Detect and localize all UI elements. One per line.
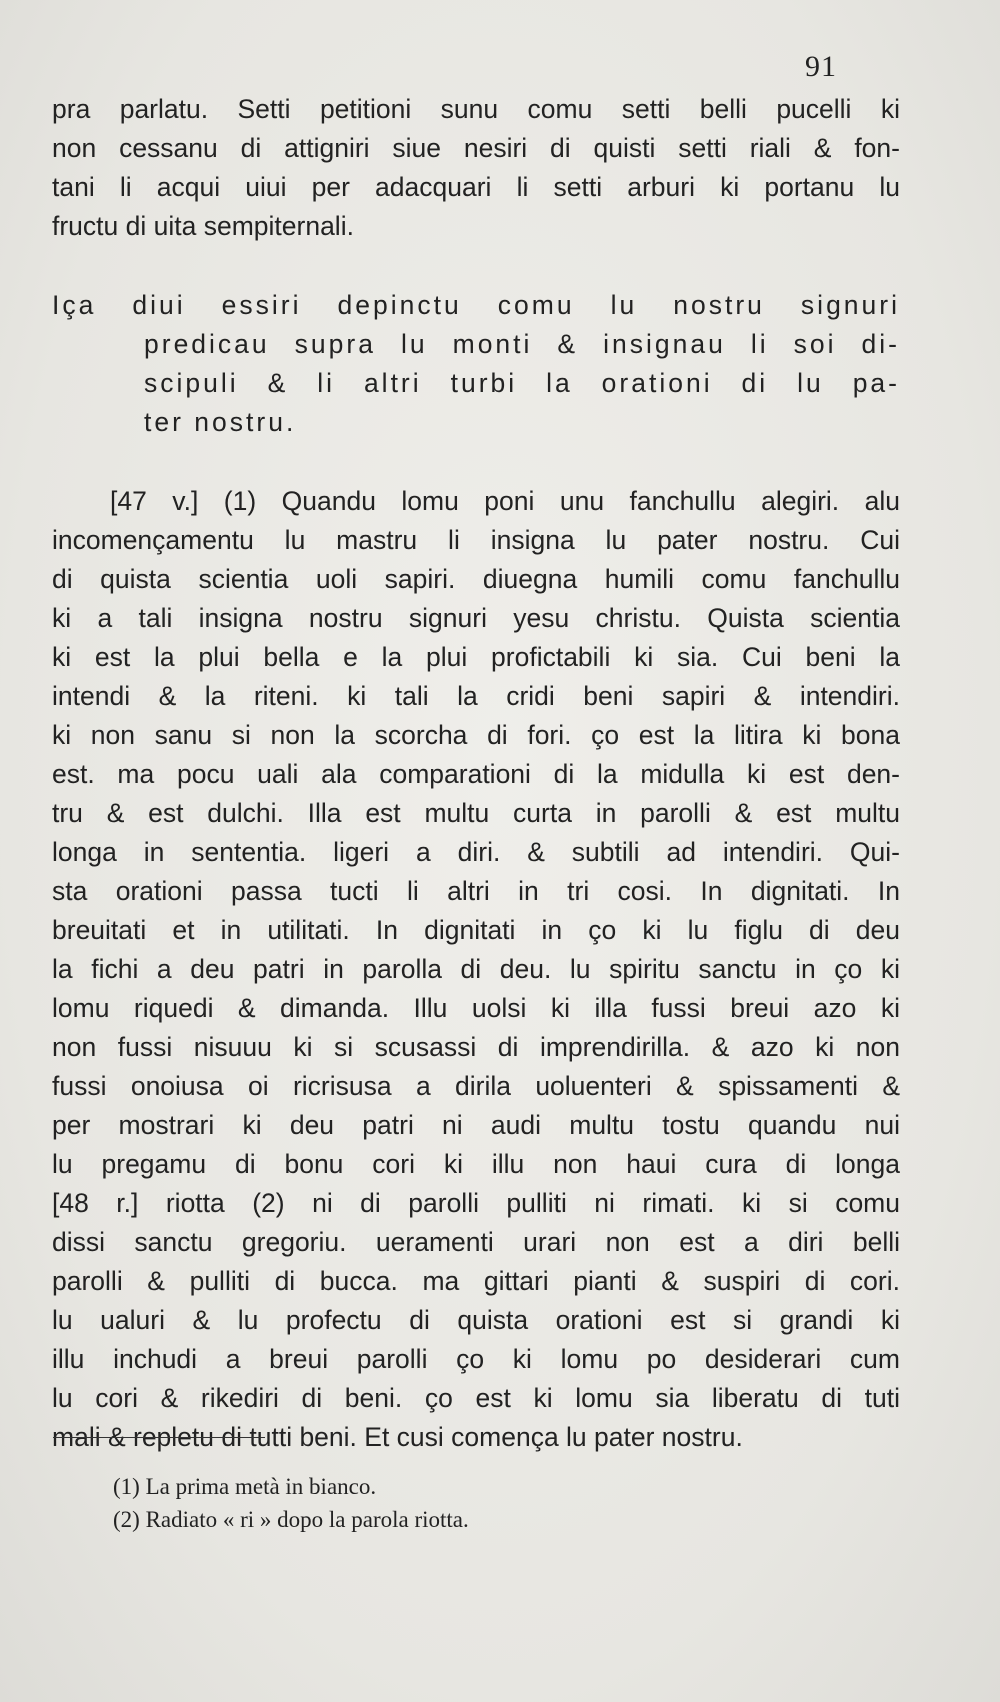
text-line: tru & est dulchi. Illa est multu curta in parolli & est multu	[52, 798, 900, 828]
text-line: illu inchudi a breui parolli ço ki lomu po desiderari cum	[52, 1344, 900, 1374]
text-line: ki non sanu si non la scorcha di fori. ço est la litira ki bona	[52, 720, 900, 750]
text-line: fructu di uita sempiternali.	[52, 211, 354, 241]
body-text	[52, 90, 900, 1457]
text-line: lomu riquedi & dimanda. Illu uolsi ki illa fussi breui azo ki	[52, 993, 900, 1023]
page-number: 91	[805, 50, 837, 83]
text-line: scipuli & li altri turbi la orationi di lu pa-	[144, 368, 900, 398]
footnote-divider	[53, 1437, 265, 1438]
text-line: predicau supra lu monti & insignau li soi di-	[144, 329, 900, 359]
text-line: dissi sanctu gregoriu. ueramenti urari non est a diri belli	[52, 1227, 900, 1257]
text-line: breuitati et in utilitati. In dignitati in ço ki lu figlu di deu	[52, 915, 900, 945]
text-line: incomençamentu lu mastru li insigna lu pater nostru. Cui	[52, 525, 900, 555]
text-line: tani li acqui uiui per adacquari li setti arburi ki portanu lu	[52, 172, 900, 202]
text-line: di quista scientia uoli sapiri. diuegna humili comu fanchullu	[52, 564, 900, 594]
text-line: non cessanu di attigniri siue nesiri di quisti setti riali & fon-	[52, 133, 900, 163]
paragraph-2	[52, 286, 900, 442]
text-line: pra parlatu. Setti petitioni sunu comu setti belli pucelli ki	[52, 94, 900, 124]
text-line: ki a tali insigna nostru signuri yesu christu. Quista scientia	[52, 603, 900, 633]
text-line: Iça diui essiri depinctu comu lu nostru signuri	[52, 290, 900, 320]
paragraph-gap	[52, 442, 900, 482]
text-line: la fichi a deu patri in parolla di deu. lu spiritu sanctu in ço ki	[52, 954, 900, 984]
text-line: lu pregamu di bonu cori ki illu non haui cura di longa	[52, 1149, 900, 1179]
paragraph-3	[52, 482, 900, 1457]
text-line: lu cori & rikediri di beni. ço est ki lomu sia liberatu di tuti	[52, 1383, 900, 1413]
text-line: longa in sententia. ligeri a diri. & subtili ad intendiri. Qui-	[52, 837, 900, 867]
paragraph-1	[52, 90, 900, 246]
text-line: ki est la plui bella e la plui profictabili ki sia. Cui beni la	[52, 642, 900, 672]
text-line: intendi & la riteni. ki tali la cridi beni sapiri & intendiri.	[52, 681, 900, 711]
text-line: [48 r.] riotta (2) ni di parolli pulliti ni rimati. ki si comu	[52, 1188, 900, 1218]
text-line: est. ma pocu uali ala comparationi di la midulla ki est den-	[52, 759, 900, 789]
text-line: ter nostru.	[144, 407, 297, 437]
text-line: fussi onoiusa oi ricrisusa a dirila uoluenteri & spissamenti &	[52, 1071, 900, 1101]
text-line: parolli & pulliti di bucca. ma gittari pianti & suspiri di cori.	[52, 1266, 900, 1296]
footnote-2: (2) Radiato « ri » dopo la parola riotta.	[113, 1507, 469, 1532]
footnote-1: (1) La prima metà in bianco.	[113, 1474, 377, 1499]
text-line: per mostrari ki deu patri ni audi multu tostu quandu nui	[52, 1110, 900, 1140]
text-line: non fussi nisuuu ki si scusassi di imprendirilla. & azo ki non	[52, 1032, 900, 1062]
text-line: mali & repletu di tutti beni. Et cusi comença lu pater nostru.	[52, 1422, 743, 1452]
paragraph-gap	[52, 246, 900, 286]
text-line: [47 v.] (1) Quandu lomu poni unu fanchullu alegiri. alu	[110, 486, 900, 516]
text-line: sta orationi passa tucti li altri in tri cosi. In dignitati. In	[52, 876, 900, 906]
text-line: lu ualuri & lu profectu di quista orationi est si grandi ki	[52, 1305, 900, 1335]
footnotes	[113, 1470, 893, 1536]
